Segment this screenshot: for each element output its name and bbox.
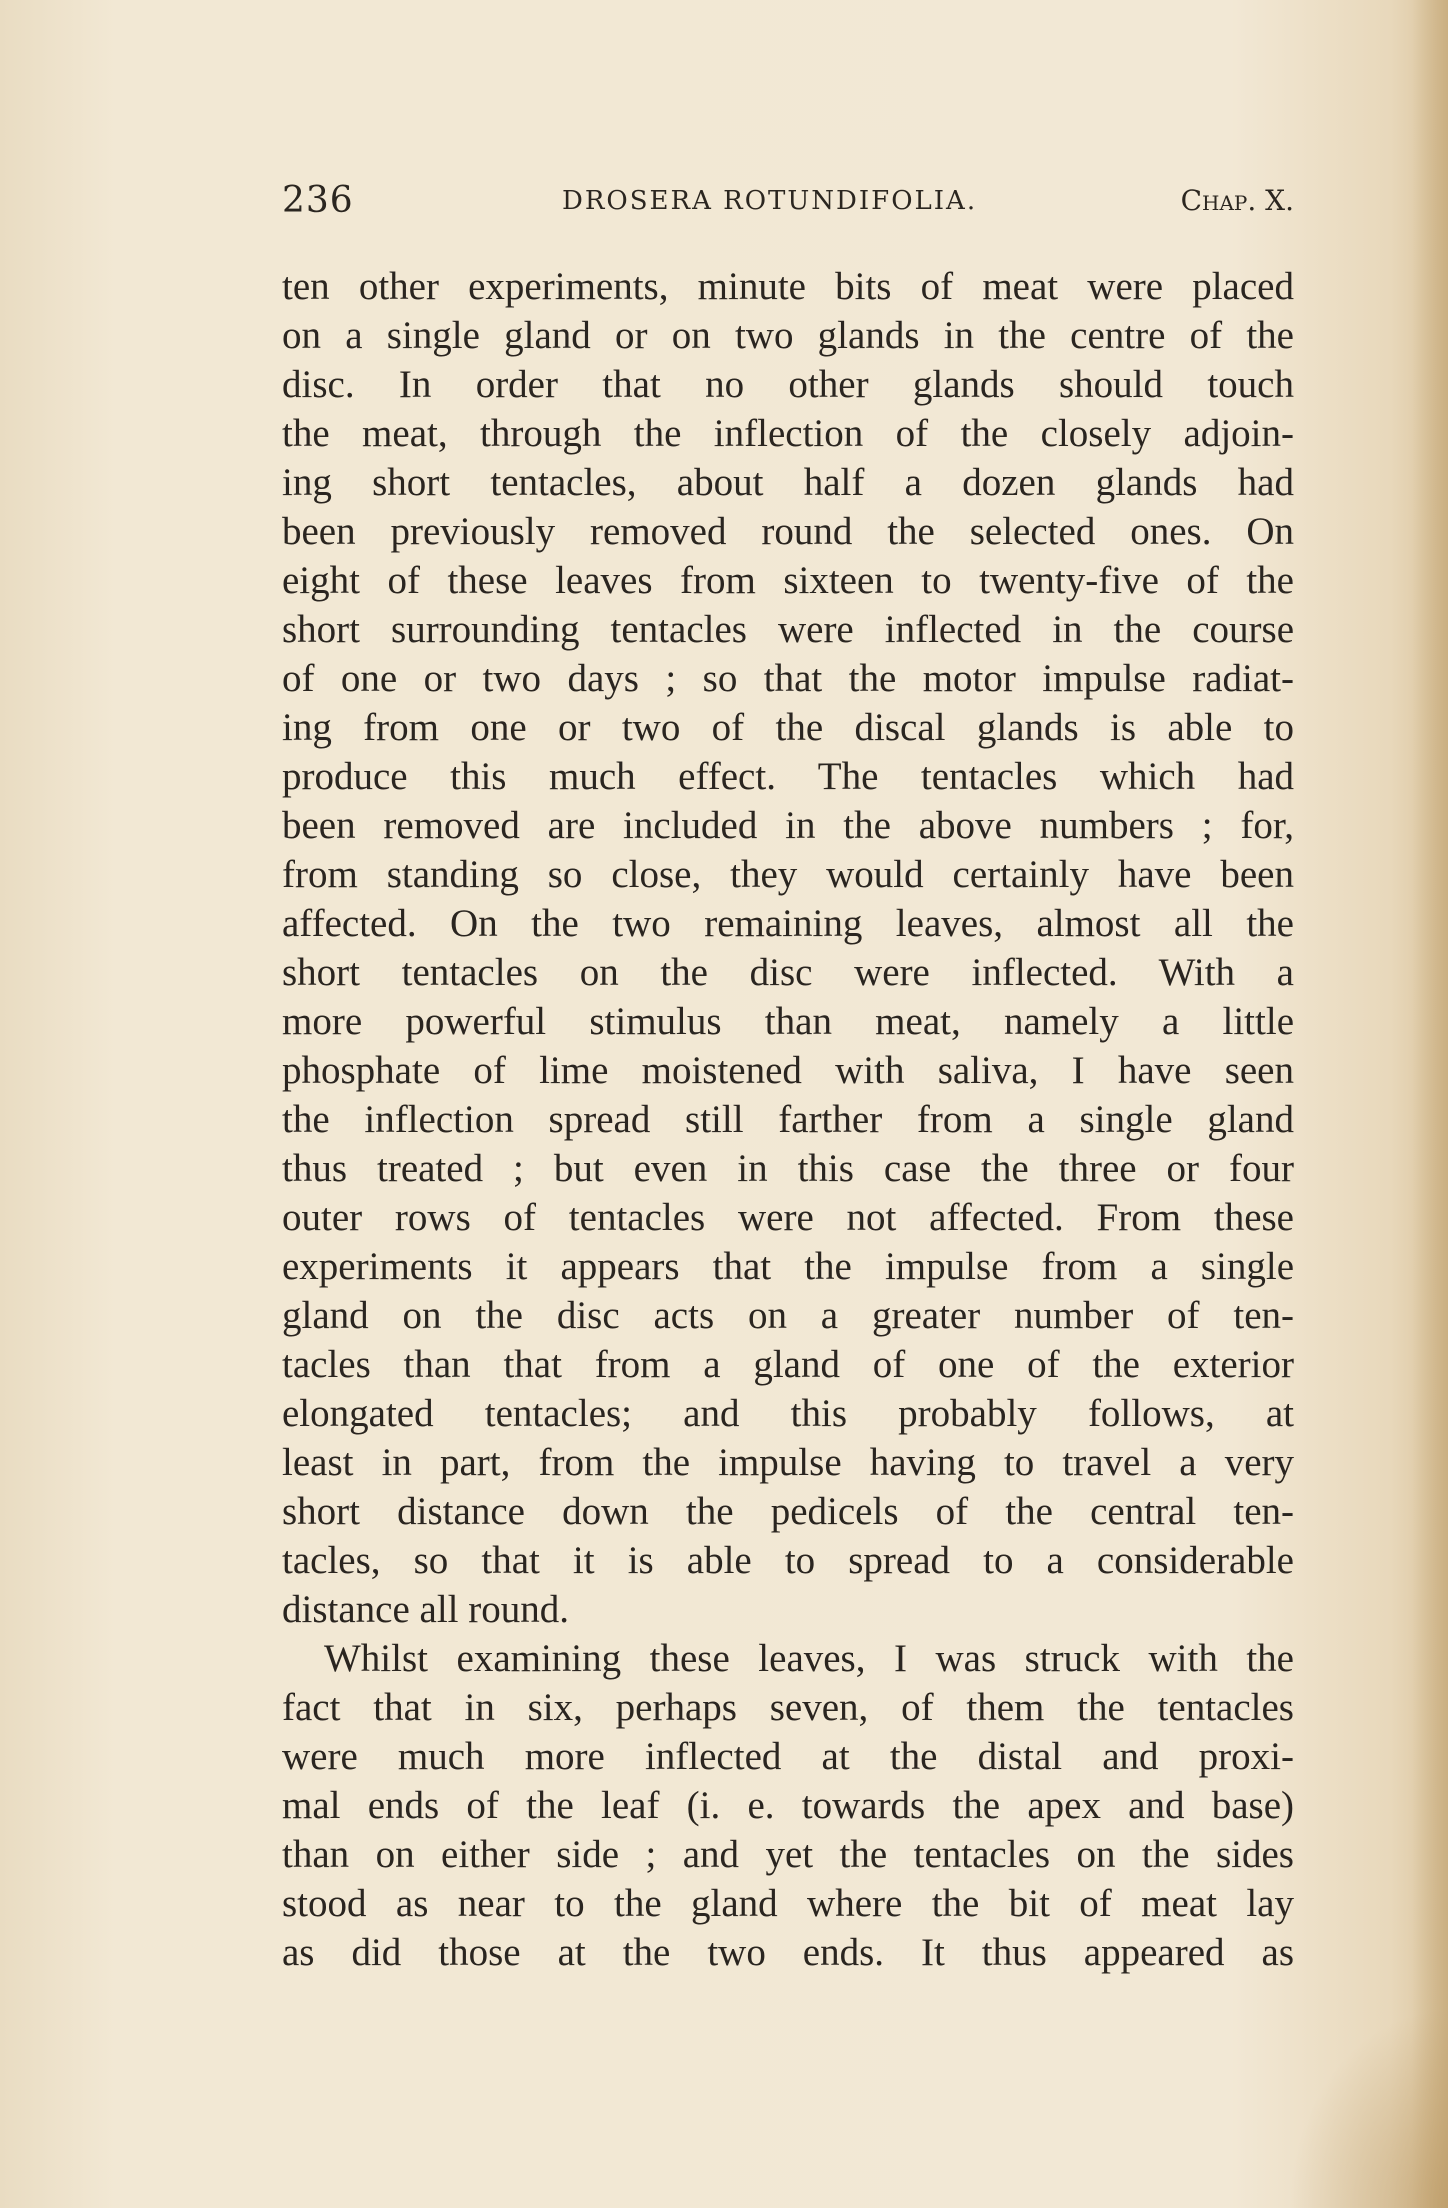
- running-header: [282, 180, 1294, 230]
- text-line: affected. On the two remaining leaves, almost all the: [282, 902, 1294, 945]
- paragraph-start-line: Whilst examining these leaves, I was struck with the: [324, 1637, 1294, 1680]
- text-line: fact that in six, perhaps seven, of them the tentacles: [282, 1686, 1294, 1729]
- text-line: from standing so close, they would certainly have been: [282, 853, 1294, 896]
- text-line: outer rows of tentacles were not affected. From these: [282, 1196, 1294, 1239]
- chapter-label: Chap. X.: [1180, 184, 1294, 217]
- text-line: were much more inflected at the distal and proxi-: [282, 1735, 1294, 1778]
- text-line: the meat, through the inflection of the closely adjoin-: [282, 412, 1294, 455]
- text-line: gland on the disc acts on a greater number of ten-: [282, 1294, 1294, 1337]
- text-line: tacles, so that it is able to spread to a considerable: [282, 1539, 1294, 1582]
- text-line: ing from one or two of the discal glands is able to: [282, 706, 1294, 749]
- text-line: ten other experiments, minute bits of meat were placed: [282, 265, 1294, 308]
- text-line: been removed are included in the above numbers ; for,: [282, 804, 1294, 847]
- body-text: [282, 262, 1294, 1977]
- text-line: the inflection spread still farther from a single gland: [282, 1098, 1294, 1141]
- text-line: disc. In order that no other glands should touch: [282, 363, 1294, 406]
- text-line: than on either side ; and yet the tentacles on the sides: [282, 1833, 1294, 1876]
- text-line: short surrounding tentacles were inflected in the course: [282, 608, 1294, 651]
- text-line: stood as near to the gland where the bit of meat lay: [282, 1882, 1294, 1925]
- text-line: elongated tentacles; and this probably follows, at: [282, 1392, 1294, 1435]
- text-line: on a single gland or on two glands in the centre of the: [282, 314, 1294, 357]
- text-line: experiments it appears that the impulse from a single: [282, 1245, 1294, 1288]
- text-line: phosphate of lime moistened with saliva, I have seen: [282, 1049, 1294, 1092]
- corner-stain: [1288, 2008, 1448, 2208]
- paragraph-end-line: distance all round.: [282, 1588, 569, 1631]
- text-line: as did those at the two ends. It thus appeared as: [282, 1931, 1294, 1974]
- page-edge-shadow: [1412, 0, 1448, 2208]
- text-line: of one or two days ; so that the motor impulse radiat-: [282, 657, 1294, 700]
- page-number: 236: [282, 180, 354, 221]
- text-line: been previously removed round the selected ones. On: [282, 510, 1294, 553]
- text-line: short distance down the pedicels of the central ten-: [282, 1490, 1294, 1533]
- text-line: produce this much effect. The tentacles which had: [282, 755, 1294, 798]
- text-line: thus treated ; but even in this case the three or four: [282, 1147, 1294, 1190]
- text-line: eight of these leaves from sixteen to twenty-five of the: [282, 559, 1294, 602]
- text-line: ing short tentacles, about half a dozen glands had: [282, 461, 1294, 504]
- text-line: more powerful stimulus than meat, namely a little: [282, 1000, 1294, 1043]
- running-title: DROSERA ROTUNDIFOLIA.: [562, 186, 978, 216]
- text-line: mal ends of the leaf (i. e. towards the apex and base): [282, 1784, 1294, 1827]
- text-line: tacles than that from a gland of one of the exterior: [282, 1343, 1294, 1386]
- text-line: short tentacles on the disc were inflected. With a: [282, 951, 1294, 994]
- text-line: least in part, from the impulse having to travel a very: [282, 1441, 1294, 1484]
